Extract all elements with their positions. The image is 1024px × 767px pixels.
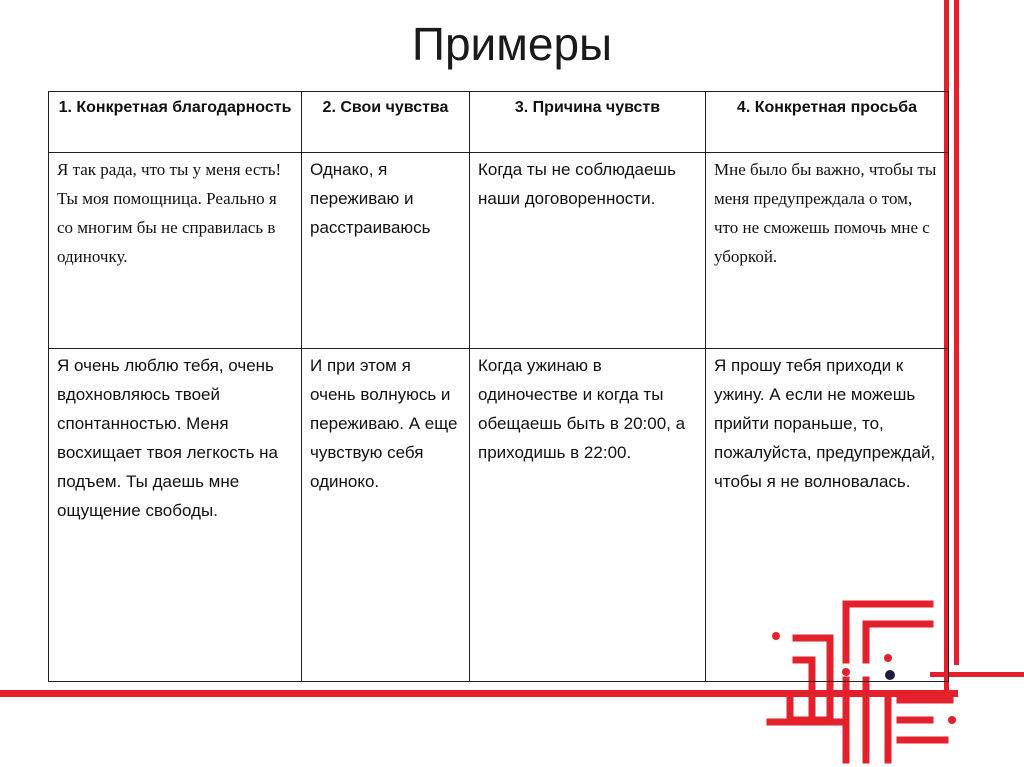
examples-table	[48, 91, 949, 682]
table-row	[49, 153, 949, 349]
red-vertical-line	[954, 0, 959, 665]
table-cell: Я прошу тебя приходи к ужину. А если не можешь прийти пораньше, то, пожалуйста, предупреждай, чтобы я не волновалась.	[706, 349, 949, 682]
header-reason: 3. Причина чувств	[470, 92, 706, 153]
header-request: 4. Конкретная просьба	[706, 92, 949, 153]
table-header-row	[49, 92, 949, 153]
table-cell: Я так рада, что ты у меня есть! Ты моя помощница. Реально я со многим бы не справилась в одиночку.	[49, 153, 302, 349]
table-cell: Мне было бы важно, чтобы ты меня предупреждала о том, что не сможешь помочь мне с уборкой.	[706, 153, 949, 349]
table-cell: Я очень люблю тебя, очень вдохновляюсь твоей спонтанностью. Меня восхищает твоя легкость на подъем. Ты даешь мне ощущение свободы.	[49, 349, 302, 682]
table-row	[49, 349, 949, 682]
header-gratitude: 1. Конкретная благодарность	[49, 92, 302, 153]
table-cell: Когда ужинаю в одиночестве и когда ты обещаешь быть в 20:00, а приходишь в 22:00.	[470, 349, 706, 682]
table-cell: Однако, я переживаю и расстраиваюсь	[302, 153, 470, 349]
table-cell: И при этом я очень волнуюсь и переживаю. А еще чувствую себя одиноко.	[302, 349, 470, 682]
header-own-feelings: 2. Свои чувства	[302, 92, 470, 153]
ornament-dot	[948, 716, 956, 724]
slide-title: Примеры	[411, 18, 613, 70]
table-cell: Когда ты не соблюдаешь наши договоренности.	[470, 153, 706, 349]
